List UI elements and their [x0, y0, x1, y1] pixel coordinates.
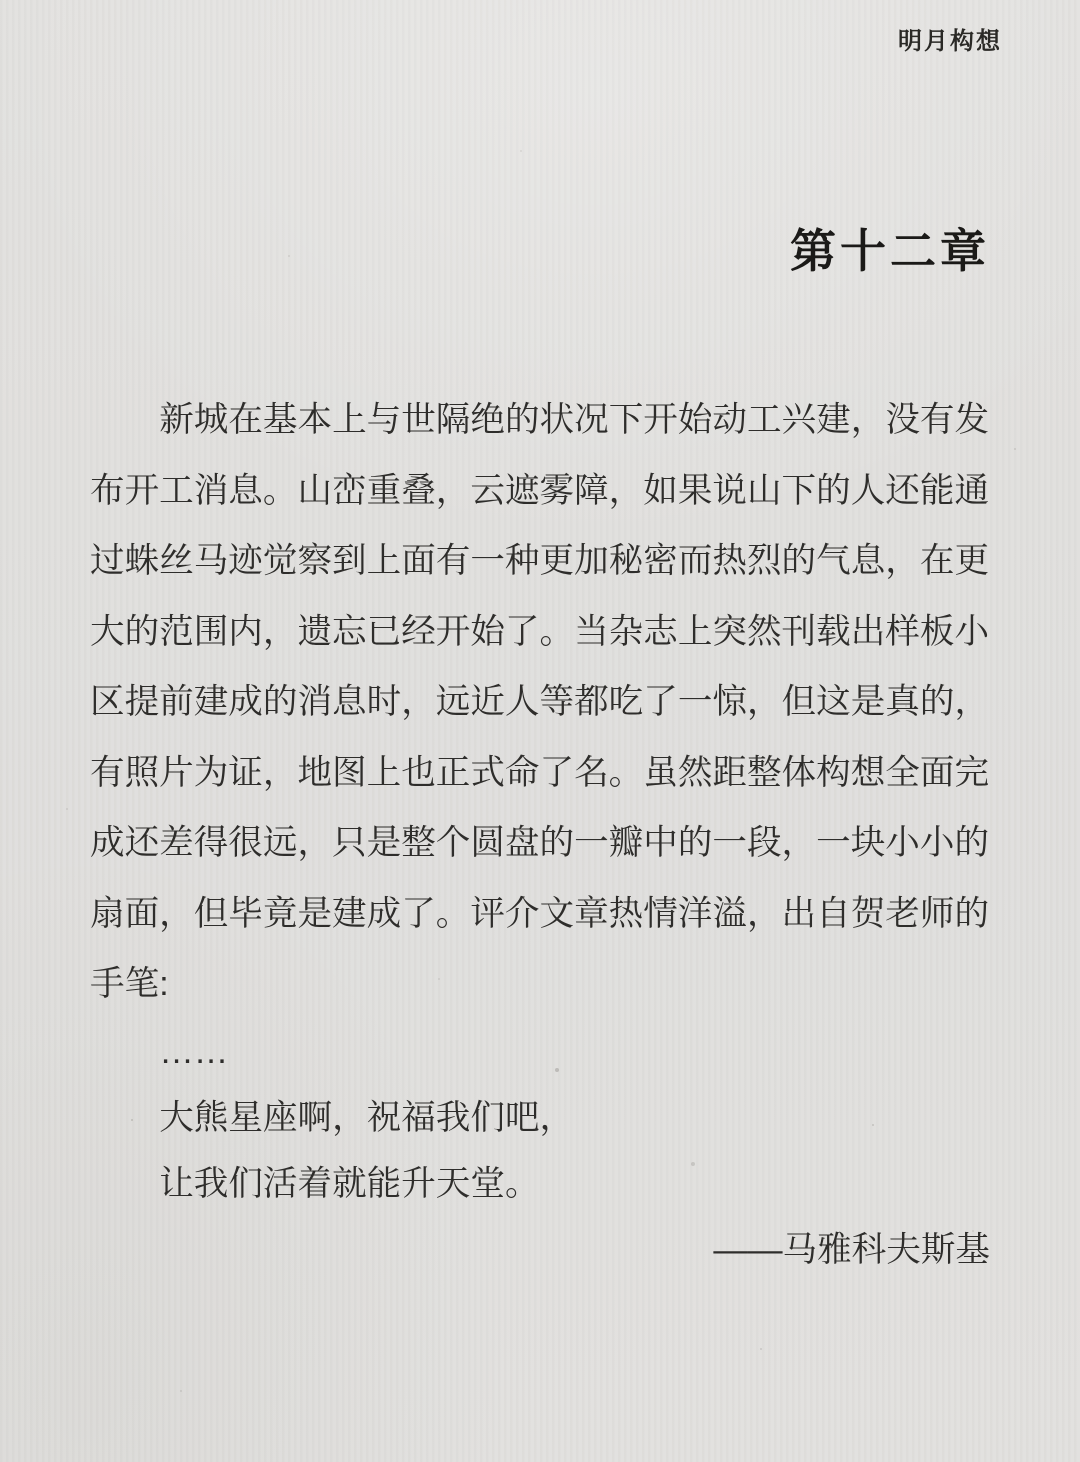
- paragraph-line: 大的范围内，遗忘已经开始了。当杂志上突然刊载出样板小: [90, 612, 990, 651]
- paragraph-line: 区提前建成的消息时，远近人等都吃了一惊，但这是真的，: [90, 683, 990, 721]
- verse-line: 让我们活着就能升天堂。: [159, 1165, 540, 1203]
- paragraph-line: 手笔:: [90, 965, 169, 1003]
- verse-line: 大熊星座啊，祝福我们吧，: [159, 1099, 575, 1137]
- paragraph-line: 布开工消息。山峦重叠，云遮雾障，如果说山下的人还能通: [90, 471, 990, 510]
- running-header-book-title: 明月构想: [898, 29, 1002, 55]
- paragraph-line: 新城在基本上与世隔绝的状况下开始动工兴建，没有发: [159, 401, 990, 439]
- body-paragraph: [90, 385, 990, 1020]
- quote-ellipsis: ……: [159, 1033, 229, 1071]
- chapter-title: 第十二章: [790, 226, 990, 277]
- paragraph-line: 过蛛丝马迹觉察到上面有一种更加秘密而热烈的气息，在更: [90, 542, 990, 580]
- paragraph-line: 有照片为证，地图上也正式命了名。虽然距整体构想全面完: [90, 753, 990, 792]
- quote-attribution: ——马雅科夫斯基: [713, 1231, 990, 1269]
- paragraph-line: 扇面，但毕竟是建成了。评介文章热情洋溢，出自贺老师的: [90, 894, 990, 933]
- paragraph-line: 成还差得很远，只是整个圆盘的一瓣中的一段，一块小小的: [90, 824, 990, 862]
- verse-quote-block: [90, 1019, 990, 1283]
